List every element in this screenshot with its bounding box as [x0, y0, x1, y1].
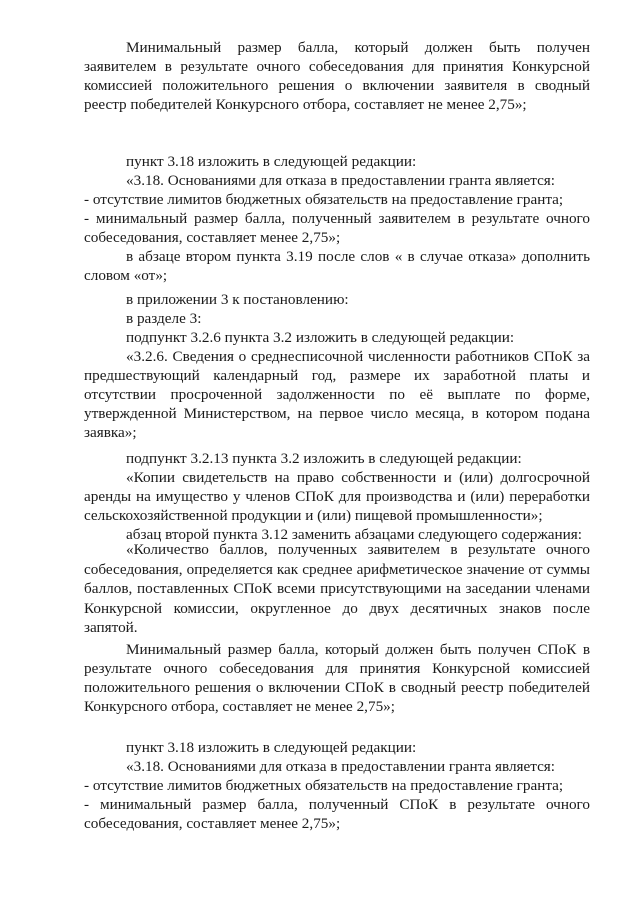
paragraph-min-score-spok: [84, 640, 590, 716]
section-point-3-18-second: [84, 738, 590, 833]
paragraph-text: - отсутствие лимитов бюджетных обязательств на предоставление гранта;: [84, 777, 564, 794]
paragraph-text: «Количество баллов, полученных заявителем в результате очного собеседования, определяется как среднее арифметическое значение от суммы баллов, поставленных СПоК всеми присутствующими на заседании членами Конкурсной комиссии, округленное до двух десятичных знаков после запятой.: [84, 541, 590, 636]
paragraph-text: Минимальный размер балла, который должен быть получен СПоК в результате очного собеседования для принятия Конкурсной комиссией положительного решения о включении СПоК в сводный реестр победителей Конкурсного отбора, составляет не менее 2,75»;: [84, 641, 590, 715]
paragraph-text: «3.18. Основаниями для отказа в предоставлении гранта является:: [126, 758, 556, 775]
paragraph-text: в разделе 3:: [126, 310, 202, 327]
paragraph-text: подпункт 3.2.13 пункта 3.2 изложить в следующей редакции:: [126, 450, 522, 467]
paragraph-text: пункт 3.18 изложить в следующей редакции:: [126, 153, 417, 170]
paragraph-text: абзац второй пункта 3.12 заменить абзацами следующего содержания:: [126, 526, 583, 543]
paragraph-text: «Копии свидетельств на право собственности и (или) долгосрочной аренды на имущество у членов СПоК для производства и (или) переработки сельскохозяйственной продукции и (или) пищевой промышленности»;: [84, 469, 590, 524]
paragraph-text: подпункт 3.2.6 пункта 3.2 изложить в следующей редакции:: [126, 329, 515, 346]
paragraph-text: - отсутствие лимитов бюджетных обязательств на предоставление гранта;: [84, 191, 564, 208]
section-subpoint-3-2-13: [84, 449, 590, 544]
paragraph-score-calculation: [84, 540, 590, 638]
section-appendix-3: [84, 290, 590, 442]
paragraph-text: - минимальный размер балла, полученный СПоК в результате очного собеседования, составляет менее 2,75»;: [84, 796, 590, 832]
paragraph-min-score-applicant: [84, 38, 590, 114]
paragraph-text: - минимальный размер балла, полученный заявителем в результате очного собеседования, составляет менее 2,75»;: [84, 210, 590, 246]
section-point-3-18-first: [84, 152, 590, 285]
paragraph-text: в приложении 3 к постановлению:: [126, 291, 349, 308]
paragraph-text: «3.18. Основаниями для отказа в предоставлении гранта является:: [126, 172, 556, 189]
paragraph-text: «3.2.6. Сведения о среднесписочной численности работников СПоК за предшествующий календарный год, размере их заработной платы и отсутствии просроченной задолженности по её выплате по форме, утвержденной Министерством, на первое число месяца, в котором подана заявка»;: [84, 348, 590, 441]
paragraph-text: Минимальный размер балла, который должен быть получен заявителем в результате очного собеседования для принятия Конкурсной комиссией положительного решения о включении заявителя в сводный реестр победителей Конкурсного отбора, составляет не менее 2,75»;: [84, 39, 590, 113]
paragraph-text: пункт 3.18 изложить в следующей редакции:: [126, 739, 417, 756]
paragraph-text: в абзаце втором пункта 3.19 после слов « в случае отказа» дополнить словом «от»;: [84, 248, 590, 284]
